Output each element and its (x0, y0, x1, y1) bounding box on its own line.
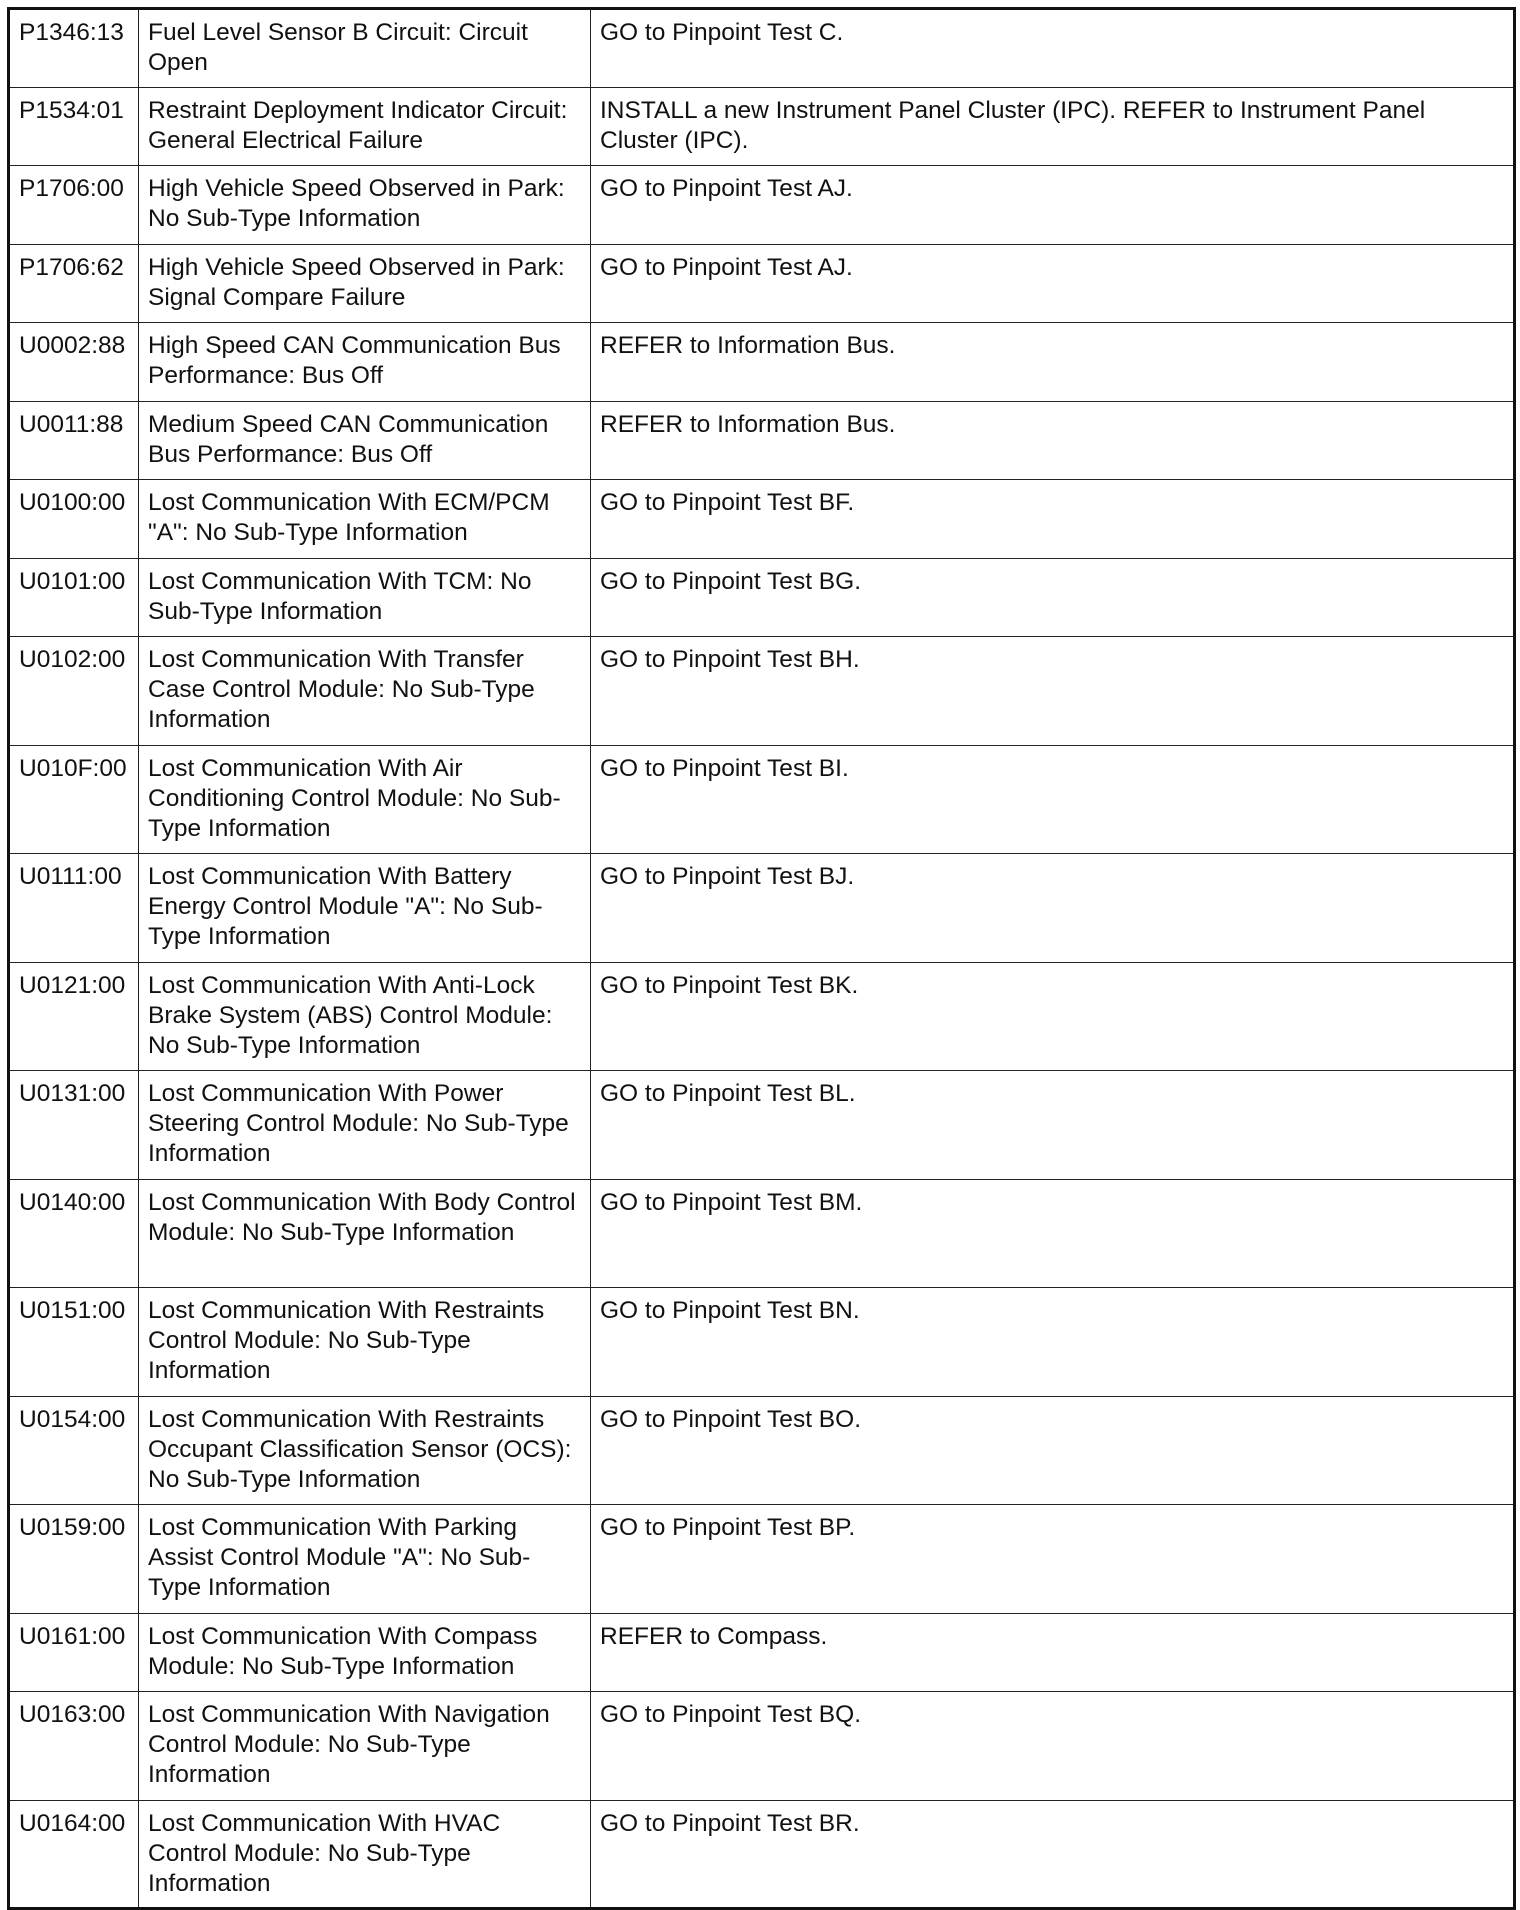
dtc-action-cell: GO to Pinpoint Test BK. (591, 962, 1515, 1071)
dtc-description-cell: High Vehicle Speed Observed in Park: No Sub-Type Information (139, 166, 591, 245)
table-row (9, 87, 1515, 166)
dtc-code-cell: U010F:00 (9, 745, 139, 854)
dtc-description-cell: Restraint Deployment Indicator Circuit: General Electrical Failure (139, 87, 591, 166)
dtc-action-cell: GO to Pinpoint Test BN. (591, 1288, 1515, 1397)
table-row (9, 401, 1515, 480)
dtc-code-cell: U0159:00 (9, 1505, 139, 1614)
table-row (9, 323, 1515, 402)
table-row (9, 1505, 1515, 1614)
dtc-code-cell: U0102:00 (9, 637, 139, 746)
dtc-code-cell: U0140:00 (9, 1179, 139, 1288)
dtc-code-cell: U0011:88 (9, 401, 139, 480)
table-row (9, 9, 1515, 88)
dtc-table-body (9, 9, 1515, 1909)
dtc-description-cell: Lost Communication With Parking Assist Control Module "A": No Sub-Type Information (139, 1505, 591, 1614)
table-row (9, 745, 1515, 854)
dtc-action-cell: GO to Pinpoint Test BO. (591, 1396, 1515, 1505)
dtc-action-cell: GO to Pinpoint Test BI. (591, 745, 1515, 854)
dtc-action-cell: REFER to Information Bus. (591, 323, 1515, 402)
table-row (9, 1071, 1515, 1180)
dtc-code-cell: U0100:00 (9, 480, 139, 559)
dtc-code-cell: P1346:13 (9, 9, 139, 88)
dtc-description-cell: Lost Communication With ECM/PCM "A": No Sub-Type Information (139, 480, 591, 559)
dtc-code-cell: U0164:00 (9, 1800, 139, 1909)
dtc-description-cell: High Vehicle Speed Observed in Park: Signal Compare Failure (139, 244, 591, 323)
dtc-action-cell: GO to Pinpoint Test BQ. (591, 1692, 1515, 1801)
dtc-action-cell: GO to Pinpoint Test BJ. (591, 854, 1515, 963)
dtc-description-cell: Lost Communication With Transfer Case Control Module: No Sub-Type Information (139, 637, 591, 746)
dtc-code-cell: U0154:00 (9, 1396, 139, 1505)
dtc-action-cell: GO to Pinpoint Test BP. (591, 1505, 1515, 1614)
table-row (9, 558, 1515, 637)
table-row (9, 1288, 1515, 1397)
dtc-description-cell: Lost Communication With Air Conditioning Control Module: No Sub-Type Information (139, 745, 591, 854)
dtc-description-cell: High Speed CAN Communication Bus Performance: Bus Off (139, 323, 591, 402)
dtc-description-cell: Lost Communication With Restraints Control Module: No Sub-Type Information (139, 1288, 591, 1397)
dtc-code-cell: P1706:62 (9, 244, 139, 323)
table-row (9, 1613, 1515, 1692)
dtc-action-cell: GO to Pinpoint Test AJ. (591, 244, 1515, 323)
dtc-code-cell: U0151:00 (9, 1288, 139, 1397)
dtc-description-cell: Lost Communication With Anti-Lock Brake System (ABS) Control Module: No Sub-Type Information (139, 962, 591, 1071)
dtc-action-cell: GO to Pinpoint Test BH. (591, 637, 1515, 746)
table-row (9, 244, 1515, 323)
dtc-action-cell: GO to Pinpoint Test BF. (591, 480, 1515, 559)
dtc-description-cell: Lost Communication With Restraints Occupant Classification Sensor (OCS): No Sub-Type Information (139, 1396, 591, 1505)
table-row (9, 166, 1515, 245)
dtc-description-cell: Lost Communication With HVAC Control Module: No Sub-Type Information (139, 1800, 591, 1909)
dtc-code-cell: U0163:00 (9, 1692, 139, 1801)
dtc-action-cell: GO to Pinpoint Test BG. (591, 558, 1515, 637)
dtc-code-cell: U0131:00 (9, 1071, 139, 1180)
table-row (9, 962, 1515, 1071)
dtc-description-cell: Lost Communication With Body Control Module: No Sub-Type Information (139, 1179, 591, 1288)
dtc-action-cell: INSTALL a new Instrument Panel Cluster (IPC). REFER to Instrument Panel Cluster (IPC). (591, 87, 1515, 166)
dtc-code-cell: U0121:00 (9, 962, 139, 1071)
table-row (9, 1179, 1515, 1288)
dtc-action-cell: GO to Pinpoint Test C. (591, 9, 1515, 88)
table-row (9, 1692, 1515, 1801)
table-row (9, 1800, 1515, 1909)
table-row (9, 1396, 1515, 1505)
dtc-code-cell: U0002:88 (9, 323, 139, 402)
dtc-action-cell: GO to Pinpoint Test BL. (591, 1071, 1515, 1180)
table-row (9, 854, 1515, 963)
dtc-description-cell: Medium Speed CAN Communication Bus Performance: Bus Off (139, 401, 591, 480)
dtc-action-cell: REFER to Compass. (591, 1613, 1515, 1692)
dtc-action-cell: GO to Pinpoint Test BR. (591, 1800, 1515, 1909)
table-row (9, 480, 1515, 559)
dtc-description-cell: Lost Communication With Power Steering Control Module: No Sub-Type Information (139, 1071, 591, 1180)
dtc-action-cell: GO to Pinpoint Test BM. (591, 1179, 1515, 1288)
dtc-code-cell: U0101:00 (9, 558, 139, 637)
dtc-table (7, 7, 1516, 1910)
dtc-description-cell: Lost Communication With TCM: No Sub-Type Information (139, 558, 591, 637)
dtc-description-cell: Fuel Level Sensor B Circuit: Circuit Open (139, 9, 591, 88)
dtc-code-cell: P1706:00 (9, 166, 139, 245)
dtc-code-cell: U0161:00 (9, 1613, 139, 1692)
table-row (9, 637, 1515, 746)
dtc-description-cell: Lost Communication With Compass Module: No Sub-Type Information (139, 1613, 591, 1692)
dtc-document (7, 7, 1513, 1910)
dtc-description-cell: Lost Communication With Navigation Control Module: No Sub-Type Information (139, 1692, 591, 1801)
dtc-description-cell: Lost Communication With Battery Energy Control Module "A": No Sub-Type Information (139, 854, 591, 963)
dtc-action-cell: REFER to Information Bus. (591, 401, 1515, 480)
dtc-code-cell: U0111:00 (9, 854, 139, 963)
dtc-code-cell: P1534:01 (9, 87, 139, 166)
dtc-action-cell: GO to Pinpoint Test AJ. (591, 166, 1515, 245)
